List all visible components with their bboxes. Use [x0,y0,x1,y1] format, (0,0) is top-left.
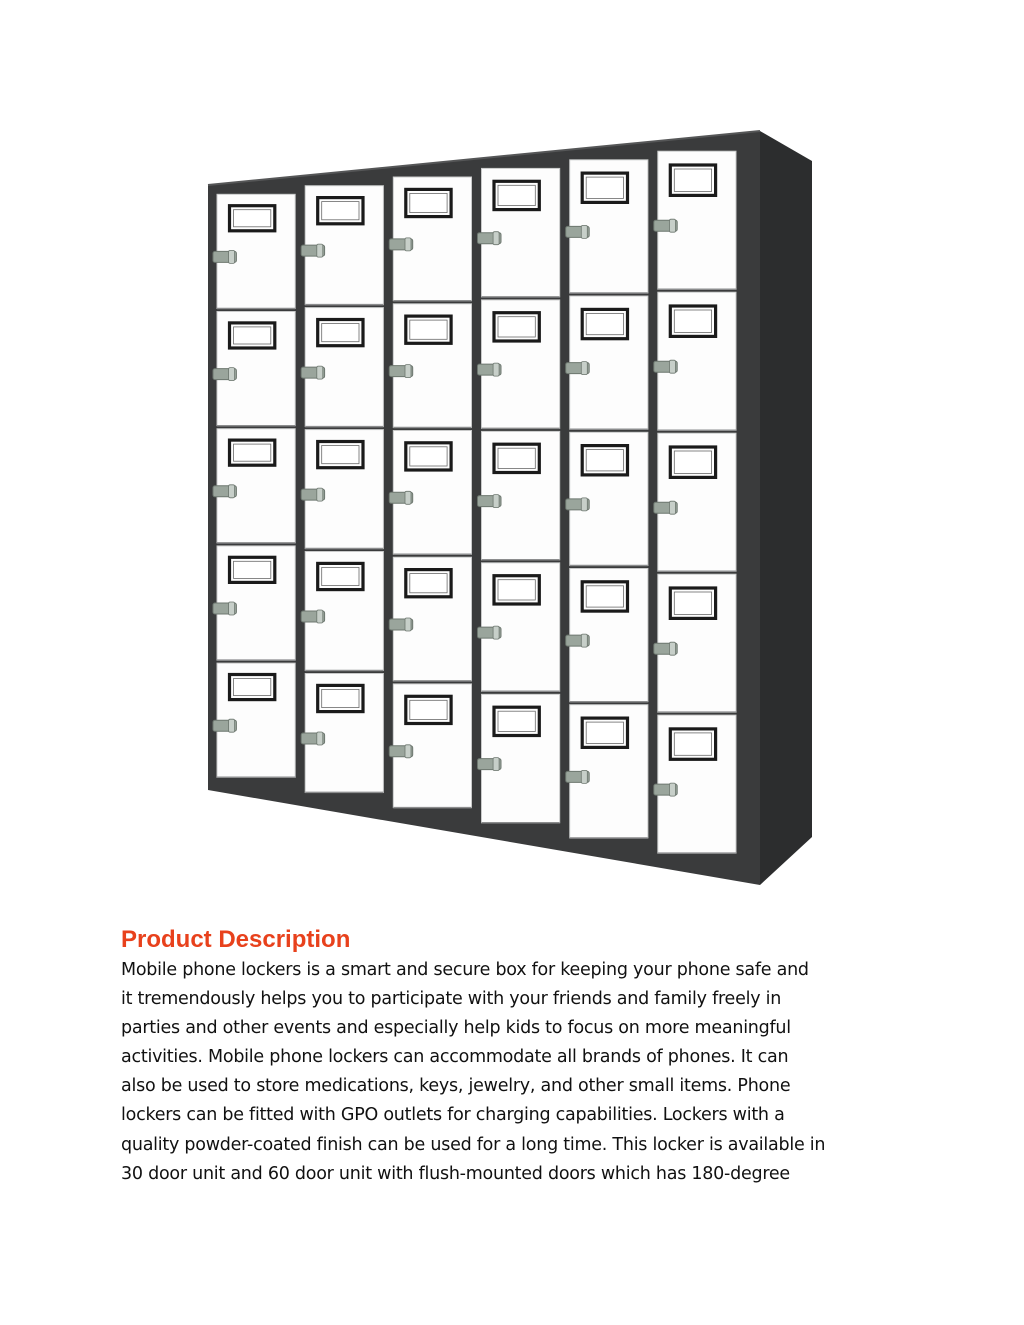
description-line: quality powder-coated finish can be used for a long time. This locker is available in [121,1134,826,1155]
label-card [322,689,359,707]
lock-cylinder [581,770,587,783]
label-card [586,177,623,198]
lock-cylinder [229,368,235,381]
lock-cylinder [229,250,235,263]
lock-cylinder [405,745,411,758]
label-card [410,320,447,339]
lock-cylinder [229,719,235,732]
lock-cylinder [581,498,587,511]
lock-cylinder [229,485,235,498]
label-card [234,210,271,227]
description-line: it tremendously helps you to participate with your friends and family freely in [121,989,782,1010]
label-card [498,711,535,731]
label-card [410,447,447,466]
label-card [674,733,711,755]
label-card [586,586,623,607]
label-card [498,317,535,337]
description-line: Mobile phone lockers is a smart and secure box for keeping your phone safe and [121,960,809,980]
label-card [410,193,447,212]
label-card [410,700,447,719]
label-card [234,679,271,696]
cabinet-side-panel [760,131,812,885]
lock-cylinder [317,244,323,257]
lock-cylinder [405,618,411,631]
lock-cylinder [493,495,499,508]
lock-cylinder [670,360,676,373]
lock-cylinder [581,634,587,647]
product-description [121,956,921,1189]
lock-cylinder [405,491,411,504]
description-line: activities. Mobile phone lockers can accommodate all brands of phones. It can [121,1047,789,1068]
lock-cylinder [405,238,411,251]
lock-cylinder [493,626,499,639]
description-line: lockers can be fitted with GPO outlets for charging capabilities. Lockers with a [121,1105,785,1126]
lock-cylinder [670,501,676,514]
label-card [674,592,711,614]
lock-cylinder [670,642,676,655]
product-image [200,125,820,900]
label-card [586,313,623,334]
label-card [498,185,535,205]
label-card [410,574,447,593]
label-card [322,446,359,464]
lock-cylinder [229,602,235,615]
section-heading: Product Description [121,926,351,953]
label-card [498,448,535,468]
label-card [498,580,535,600]
label-card [674,169,711,191]
label-card [234,444,271,461]
description-line: parties and other events and especially help kids to focus on more meaningful [121,1018,791,1039]
label-card [322,567,359,585]
lock-cylinder [317,610,323,623]
lock-cylinder [493,758,499,771]
label-card [586,450,623,471]
label-card [234,327,271,344]
lock-cylinder [493,232,499,245]
label-card [234,561,271,578]
lock-cylinder [581,225,587,238]
locker-cabinet-illustration [200,125,820,900]
lock-cylinder [581,362,587,375]
label-card [322,202,359,220]
label-card [674,310,711,332]
lock-cylinder [317,732,323,745]
lock-cylinder [317,366,323,379]
lock-cylinder [493,363,499,376]
description-line: 30 door unit and 60 door unit with flush-mounted doors which has 180-degree [121,1163,790,1184]
lock-cylinder [670,783,676,796]
label-card [322,324,359,342]
description-line: also be used to store medications, keys, jewelry, and other small items. Phone [121,1076,791,1097]
label-card [674,451,711,473]
label-card [586,722,623,743]
lock-cylinder [670,219,676,232]
lock-cylinder [405,365,411,378]
lock-cylinder [317,488,323,501]
